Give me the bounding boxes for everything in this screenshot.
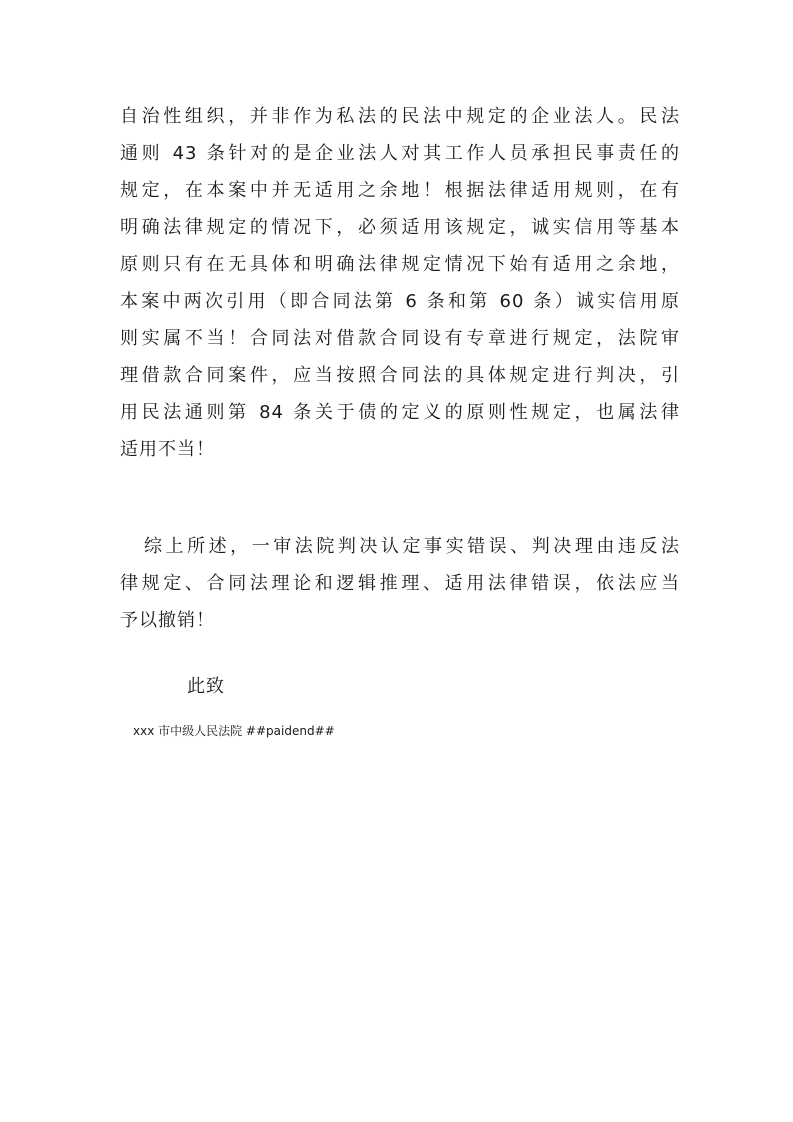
paragraph-line: 规定，在本案中并无适用之余地！根据法律适用规则，在有 bbox=[120, 180, 680, 201]
body-paragraph-1 bbox=[120, 98, 680, 468]
paragraph-line: 用民法通则第 84 条关于债的定义的原则性规定，也属法律 bbox=[120, 402, 680, 423]
paragraph-line: 综上所述，一审法院判决认定事实错误、判决理由违反法 bbox=[144, 536, 680, 557]
paragraph-line: 适用不当！ bbox=[120, 439, 215, 460]
salutation: 此致 bbox=[187, 676, 225, 697]
paragraph-line: 通则 43 条针对的是企业法人对其工作人员承担民事责任的 bbox=[120, 143, 680, 164]
paragraph-line: 本案中两次引用（即合同法第 6 条和第 60 条）诚实信用原 bbox=[120, 291, 680, 312]
paragraph-line: 则实属不当！合同法对借款合同设有专章进行规定，法院审 bbox=[120, 328, 680, 349]
paragraph-line: 自治性组织，并非作为私法的民法中规定的企业法人。民法 bbox=[120, 106, 680, 127]
paragraph-line: 予以撤销！ bbox=[120, 610, 215, 631]
paragraph-line: 律规定、合同法理论和逻辑推理、适用法律错误，依法应当 bbox=[120, 573, 680, 594]
paragraph-line: 理借款合同案件，应当按照合同法的具体规定进行判决，引 bbox=[120, 365, 680, 386]
paragraph-line: 原则只有在无具体和明确法律规定情况下始有适用之余地， bbox=[120, 254, 680, 275]
paragraph-line: 明确法律规定的情况下，必须适用该规定，诚实信用等基本 bbox=[120, 217, 680, 238]
addressee: xxx 市中级人民法院 ##paidend## bbox=[133, 724, 335, 738]
body-paragraph-2 bbox=[120, 528, 680, 639]
